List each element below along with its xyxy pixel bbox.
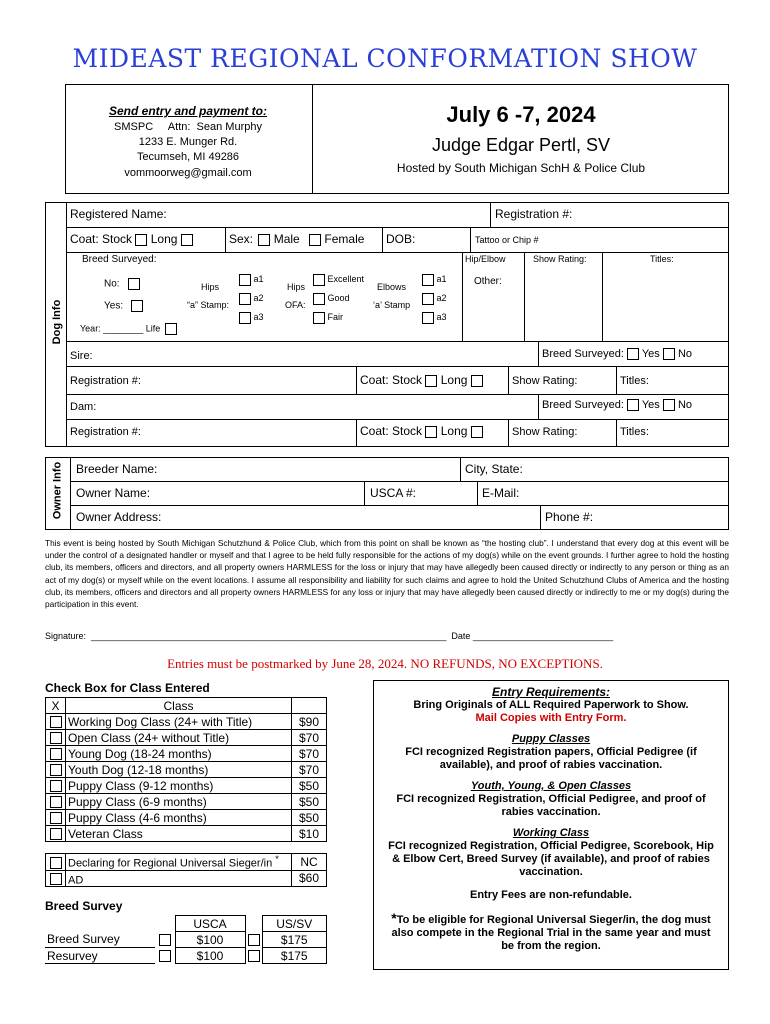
dam-surveyed-no-checkbox[interactable] (663, 399, 675, 411)
elbow-a1-checkbox[interactable] (422, 274, 434, 286)
sire-no-label: No (677, 348, 692, 360)
dam-registration-label: Registration #: (70, 426, 141, 438)
registration-label: Registration #: (495, 207, 573, 221)
working-heading: Working Class (512, 827, 590, 839)
sire-surveyed-no-checkbox[interactable] (663, 348, 675, 360)
tattoo-label: Tattoo or Chip # (475, 235, 539, 245)
fees-note: Entry Fees are non-refundable. (470, 889, 632, 901)
titles-label: Titles: (650, 254, 674, 264)
show-rating-label: Show Rating: (533, 254, 587, 264)
class-row (46, 730, 327, 746)
ussv-header: US/SV (262, 916, 327, 932)
dob-label: DOB: (386, 232, 416, 246)
sire-long-checkbox[interactable] (471, 375, 483, 387)
event-host: Hosted by South Michigan SchH & Police Club (396, 161, 646, 175)
requirements-heading: Entry Requirements: (491, 685, 611, 699)
elbow-a3-checkbox[interactable] (422, 312, 434, 324)
registered-name-label: Registered Name: (70, 207, 167, 221)
dam-long-label: Long (440, 424, 468, 438)
class-checkbox[interactable] (50, 764, 62, 776)
deadline-notice: Entries must be postmarked by June 28, 2024. NO REFUNDS, NO EXCEPTIONS. (167, 656, 603, 671)
eligibility-text: To be eligible for Regional Universal Sieger/in, the dog must also compete in the Regional Trial in the same year and must be from the region. (391, 914, 711, 952)
male-label: Male (273, 232, 300, 246)
dam-yes-label: Yes (641, 399, 660, 411)
dam-label: Dam: (70, 401, 97, 413)
puppy-heading: Puppy Classes (511, 733, 591, 745)
sire-coat-label: Coat: (360, 373, 389, 387)
usca-label: USCA #: (370, 486, 417, 500)
female-label: Female (324, 232, 365, 246)
class-name: Veteran Class (66, 826, 292, 842)
eligibility-note (388, 912, 714, 953)
extra-class-checkbox[interactable] (50, 857, 62, 869)
dam-show-rating-label: Show Rating: (512, 426, 578, 438)
dam-no-label: No (677, 399, 692, 411)
class-price: $70 (292, 762, 327, 778)
no-row (104, 278, 140, 290)
no-label: No: (104, 278, 120, 290)
class-name: Puppy Class (9-12 months) (66, 778, 292, 794)
sire-show-rating-label: Show Rating: (512, 375, 578, 387)
survey-name: Breed Survey (45, 932, 155, 948)
good-label: Good (327, 293, 350, 303)
youth-text: FCI recognized Registration, Official Pedigree, and proof of rabies vaccination. (396, 793, 706, 818)
class-name: Working Dog Class (24+ with Title) (66, 714, 292, 730)
extra-class-checkbox[interactable] (50, 873, 62, 885)
elbow-a3-label: a3 (436, 312, 447, 322)
stock-checkbox[interactable] (135, 234, 147, 246)
dam-coat-label: Coat: (360, 424, 389, 438)
entry-requirements-box (373, 680, 729, 970)
survey-row (45, 948, 327, 964)
page-title: MIDEAST REGIONAL CONFORMATION SHOW (72, 44, 698, 73)
class-row (46, 778, 327, 794)
sire-registration-label: Registration #: (70, 375, 141, 387)
mail-to-line: SMSPC Attn: Sean Murphy (114, 121, 262, 133)
dam-titles-label: Titles: (620, 426, 649, 438)
sex-label: Sex: (229, 232, 254, 246)
life-checkbox[interactable] (165, 323, 177, 335)
other-label: Other: (474, 276, 502, 287)
sire-stock-checkbox[interactable] (425, 375, 437, 387)
dam-surveyed-yes-checkbox[interactable] (627, 399, 639, 411)
a1-label: a1 (253, 274, 264, 284)
copies-note: Mail Copies with Entry Form. (475, 712, 627, 724)
elbows-label: Elbows (377, 282, 407, 292)
hips-ofa-label: Hips (287, 282, 306, 292)
fair-checkbox[interactable] (313, 312, 325, 324)
survey-usca-price: $100 (175, 948, 245, 964)
class-checkbox[interactable] (50, 828, 62, 840)
liability-disclaimer: This event is being hosted by South Michigan Schutzhund & Police Club, which from this point on shall be known as “the hosting club”. I understand that every dog at this event will be under the control of a designated handler or myself and that I agree to be held fully responsible for the actions of my dog(s) while on the event grounds. I further agree to hold the hosting club, its members, officers and directors, and all property owners HARMLESS for the loss or injury that may have allegedly been caused directly or indirectly to any person or thing as an act of my dog(s) or myself while on the event locations. I assume all responsibility and liability for such claims and agree to hold the United Schutzhund Clubs of America and the hosting club, its members, officers and directors and all property owners HARMLESS for any loss or injury that may have allegedly been caused directly or indirectly to me or my dog(s) during the participation in this event. (45, 538, 729, 610)
class-name: Open Class (24+ without Title) (66, 730, 292, 746)
dam-stock-checkbox[interactable] (425, 426, 437, 438)
mail-to-heading: Send entry and payment to: (108, 104, 268, 118)
excellent-checkbox[interactable] (313, 274, 325, 286)
signature-line: Signature: _______________________________________________________________________ Date ____________________________ (45, 631, 614, 641)
a1-checkbox[interactable] (239, 274, 251, 286)
class-name: Puppy Class (6-9 months) (66, 794, 292, 810)
col-class-header: Class (66, 698, 292, 714)
owner-info-label: Owner Info (51, 461, 64, 520)
a3-label: a3 (253, 312, 264, 322)
puppy-text: FCI recognized Registration papers, Official Pedigree (if available), and proof of rabies vaccination. (405, 746, 697, 771)
dam-breed-surveyed (542, 399, 692, 411)
event-date: July 6 -7, 2024 (446, 102, 596, 127)
breed-surveyed-label: Breed Surveyed: (82, 254, 157, 265)
sire-surveyed-yes-checkbox[interactable] (627, 348, 639, 360)
good-checkbox[interactable] (313, 293, 325, 305)
fair-label: Fair (327, 312, 344, 322)
coat-label: Coat: (70, 232, 99, 246)
year-row (80, 323, 177, 335)
yes-row (104, 300, 143, 312)
survey-ussv-checkbox[interactable] (248, 934, 260, 946)
asterisk-mark: * (391, 910, 397, 926)
elbow-a1-label: a1 (436, 274, 447, 284)
ofa-options (313, 270, 364, 327)
class-checkbox[interactable] (50, 780, 62, 792)
survey-ussv-price: $175 (262, 948, 327, 964)
a3-checkbox[interactable] (239, 312, 251, 324)
class-row (46, 794, 327, 810)
sire-long-label: Long (440, 373, 468, 387)
extra-class-name: AD (68, 874, 84, 887)
dam-coat-row (360, 424, 483, 438)
extra-class-table (45, 853, 327, 887)
surveyed-no-checkbox[interactable] (128, 278, 140, 290)
youth-heading: Youth, Young, & Open Classes (470, 780, 632, 792)
elbow-a2-label: a2 (436, 293, 447, 303)
dam-stock-label: Stock (392, 424, 423, 438)
class-row (46, 826, 327, 842)
survey-ussv-price: $175 (262, 932, 327, 948)
col-x-header: X (46, 698, 66, 714)
sire-breed-surveyed-label: Breed Surveyed: (542, 348, 624, 360)
class-row (46, 762, 327, 778)
event-judge: Judge Edgar Pertl, SV (431, 135, 611, 155)
mail-to-email: vommoorweg@gmail.com (124, 167, 252, 179)
class-checkbox[interactable] (50, 812, 62, 824)
sire-yes-label: Yes (641, 348, 660, 360)
breeder-name-label: Breeder Name: (76, 462, 158, 476)
class-name: Young Dog (18-24 months) (66, 746, 292, 762)
sire-coat-row (360, 373, 483, 387)
class-row (46, 810, 327, 826)
class-row (46, 746, 327, 762)
survey-name: Resurvey (45, 948, 155, 964)
elbow-options (422, 270, 447, 327)
sire-breed-surveyed (542, 348, 692, 360)
survey-ussv-checkbox[interactable] (248, 950, 260, 962)
long-label: Long (150, 232, 178, 246)
a-stamp-label: “a” Stamp: (187, 300, 230, 310)
excellent-label: Excellent (327, 274, 365, 284)
dam-breed-surveyed-label: Breed Surveyed: (542, 399, 624, 411)
owner-name-label: Owner Name: (76, 486, 151, 500)
city-state-label: City, State: (465, 462, 523, 476)
class-price: $50 (292, 810, 327, 826)
survey-usca-price: $100 (175, 932, 245, 948)
extra-class-price: NC (292, 854, 327, 871)
dog-info-label: Dog Info (51, 299, 63, 345)
class-table (45, 697, 327, 842)
originals-note: Bring Originals of ALL Required Paperwork to Show. (413, 699, 689, 711)
ofa-label: OFA: (285, 300, 306, 310)
class-price: $10 (292, 826, 327, 842)
hip-elbow-label: Hip/Elbow (465, 254, 506, 264)
male-checkbox[interactable] (258, 234, 270, 246)
long-checkbox[interactable] (181, 234, 193, 246)
survey-usca-checkbox[interactable] (159, 950, 171, 962)
extra-class-row (46, 870, 327, 887)
coat-row (70, 232, 193, 246)
survey-heading: Breed Survey (45, 899, 123, 913)
survey-table (45, 915, 327, 964)
extra-class-mark: * (275, 854, 279, 864)
class-checkbox[interactable] (50, 748, 62, 760)
elbow-a-stamp-label: ‘a’ Stamp (373, 300, 411, 310)
owner-address-label: Owner Address: (76, 510, 162, 524)
surveyed-yes-checkbox[interactable] (131, 300, 143, 312)
a-options (239, 270, 264, 327)
yes-label: Yes: (104, 300, 124, 312)
mail-to-line: Tecumseh, MI 49286 (136, 151, 240, 163)
a2-checkbox[interactable] (239, 293, 251, 305)
class-price: $50 (292, 778, 327, 794)
female-checkbox[interactable] (309, 234, 321, 246)
class-price: $50 (292, 794, 327, 810)
class-price: $90 (292, 714, 327, 730)
phone-label: Phone #: (545, 510, 594, 524)
class-checkbox[interactable] (50, 732, 62, 744)
sire-stock-label: Stock (392, 373, 423, 387)
stock-label: Stock (102, 232, 133, 246)
dam-long-checkbox[interactable] (471, 426, 483, 438)
extra-class-name: Declaring for Regional Universal Sieger/in (68, 857, 273, 870)
working-text: FCI recognized Registration, Official Pedigree, Scorebook, Hip & Elbow Cert, Breed Survey (if available), and proof of rabies vaccination. (388, 840, 714, 878)
class-name: Puppy Class (4-6 months) (66, 810, 292, 826)
sex-row (229, 232, 364, 246)
class-row (46, 714, 327, 730)
event-block (314, 100, 728, 176)
email-label: E-Mail: (482, 486, 520, 500)
year-label: Year: ________ Life (80, 323, 161, 334)
sire-label: Sire: (70, 350, 93, 362)
class-checkbox[interactable] (50, 796, 62, 808)
mail-to-line: 1233 E. Munger Rd. (138, 136, 238, 148)
extra-class-price: $60 (292, 870, 327, 887)
class-name: Youth Dog (12-18 months) (66, 762, 292, 778)
class-checkbox[interactable] (50, 716, 62, 728)
hips-label: Hips (201, 282, 220, 292)
class-price: $70 (292, 730, 327, 746)
extra-class-row (46, 854, 327, 871)
usca-header: USCA (175, 916, 245, 932)
survey-row (45, 932, 327, 948)
survey-usca-checkbox[interactable] (159, 934, 171, 946)
class-heading: Check Box for Class Entered (45, 681, 210, 695)
elbow-a2-checkbox[interactable] (422, 293, 434, 305)
mail-to-block (70, 104, 306, 181)
class-price: $70 (292, 746, 327, 762)
a2-label: a2 (253, 293, 264, 303)
sire-titles-label: Titles: (620, 375, 649, 387)
